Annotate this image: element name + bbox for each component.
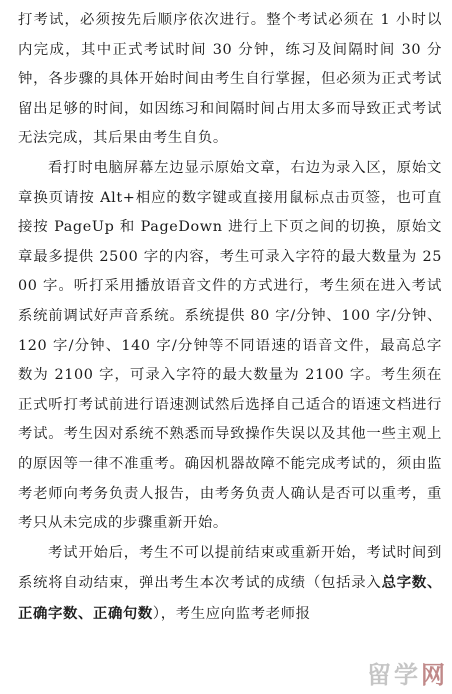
watermark-accent: 网: [421, 661, 448, 689]
paragraph-exam-start-text: 考试开始后，考生不可以提前结束或重新开始，考试时间到系统将自动结束，弹出考生本次考试的成绩（包括录入: [18, 544, 442, 592]
paragraph-exam-start-end: ），考生应向监考老师报: [152, 605, 311, 622]
score-items-bold: 总字数、正确字数、正确句数: [18, 574, 442, 622]
paragraph-typing-rules: 看打时电脑屏幕左边显示原始文章，右边为录入区，原始文章换页请按 Alt+相应的数字键或直接用鼠标点击页签，也可直接按 PageUp 和 PageDown 进行上下页之间的切换，原始文章最多提供 2500 字的内容，考生可录入字符的最大数量为 2500 字。听打采用播放语音文件的方式进行，考生须在进入考试系统前调试好声音系统。系统提供 80 字/分钟、100 字/分钟、120 字/分钟、140 字/分钟等不同语速的语音文件，最高总字数为 2100 字，可录入字符的最大数量为 2100 字。考生须在正式听打考试前进行语速测试然后选择自己适合的语速文档进行考试。考生因对系统不熟悉而导致操作失误以及其他一些主观上的原因等一律不准重考。确因机器故障不能完成考试的，须由监考老师向考务负责人报告，由考务负责人确认是否可以重考，重考只从未完成的步骤重新开始。: [18, 159, 442, 532]
paragraph-exam-start: [18, 539, 442, 630]
watermark-main: 留学: [367, 661, 421, 689]
paragraph-exam-order: 打考试，必须按先后顺序依次进行。整个考试必须在 1 小时以内完成，其中正式考试时间 30 分钟，练习及间隔时间 30 分钟，各步骤的具体开始时间由考生自行掌握，但必须为正式考试留出足够的时间，如因练习和间隔时间占用太多而导致正式考试无法完成，其后果由考生自负。: [18, 12, 442, 147]
